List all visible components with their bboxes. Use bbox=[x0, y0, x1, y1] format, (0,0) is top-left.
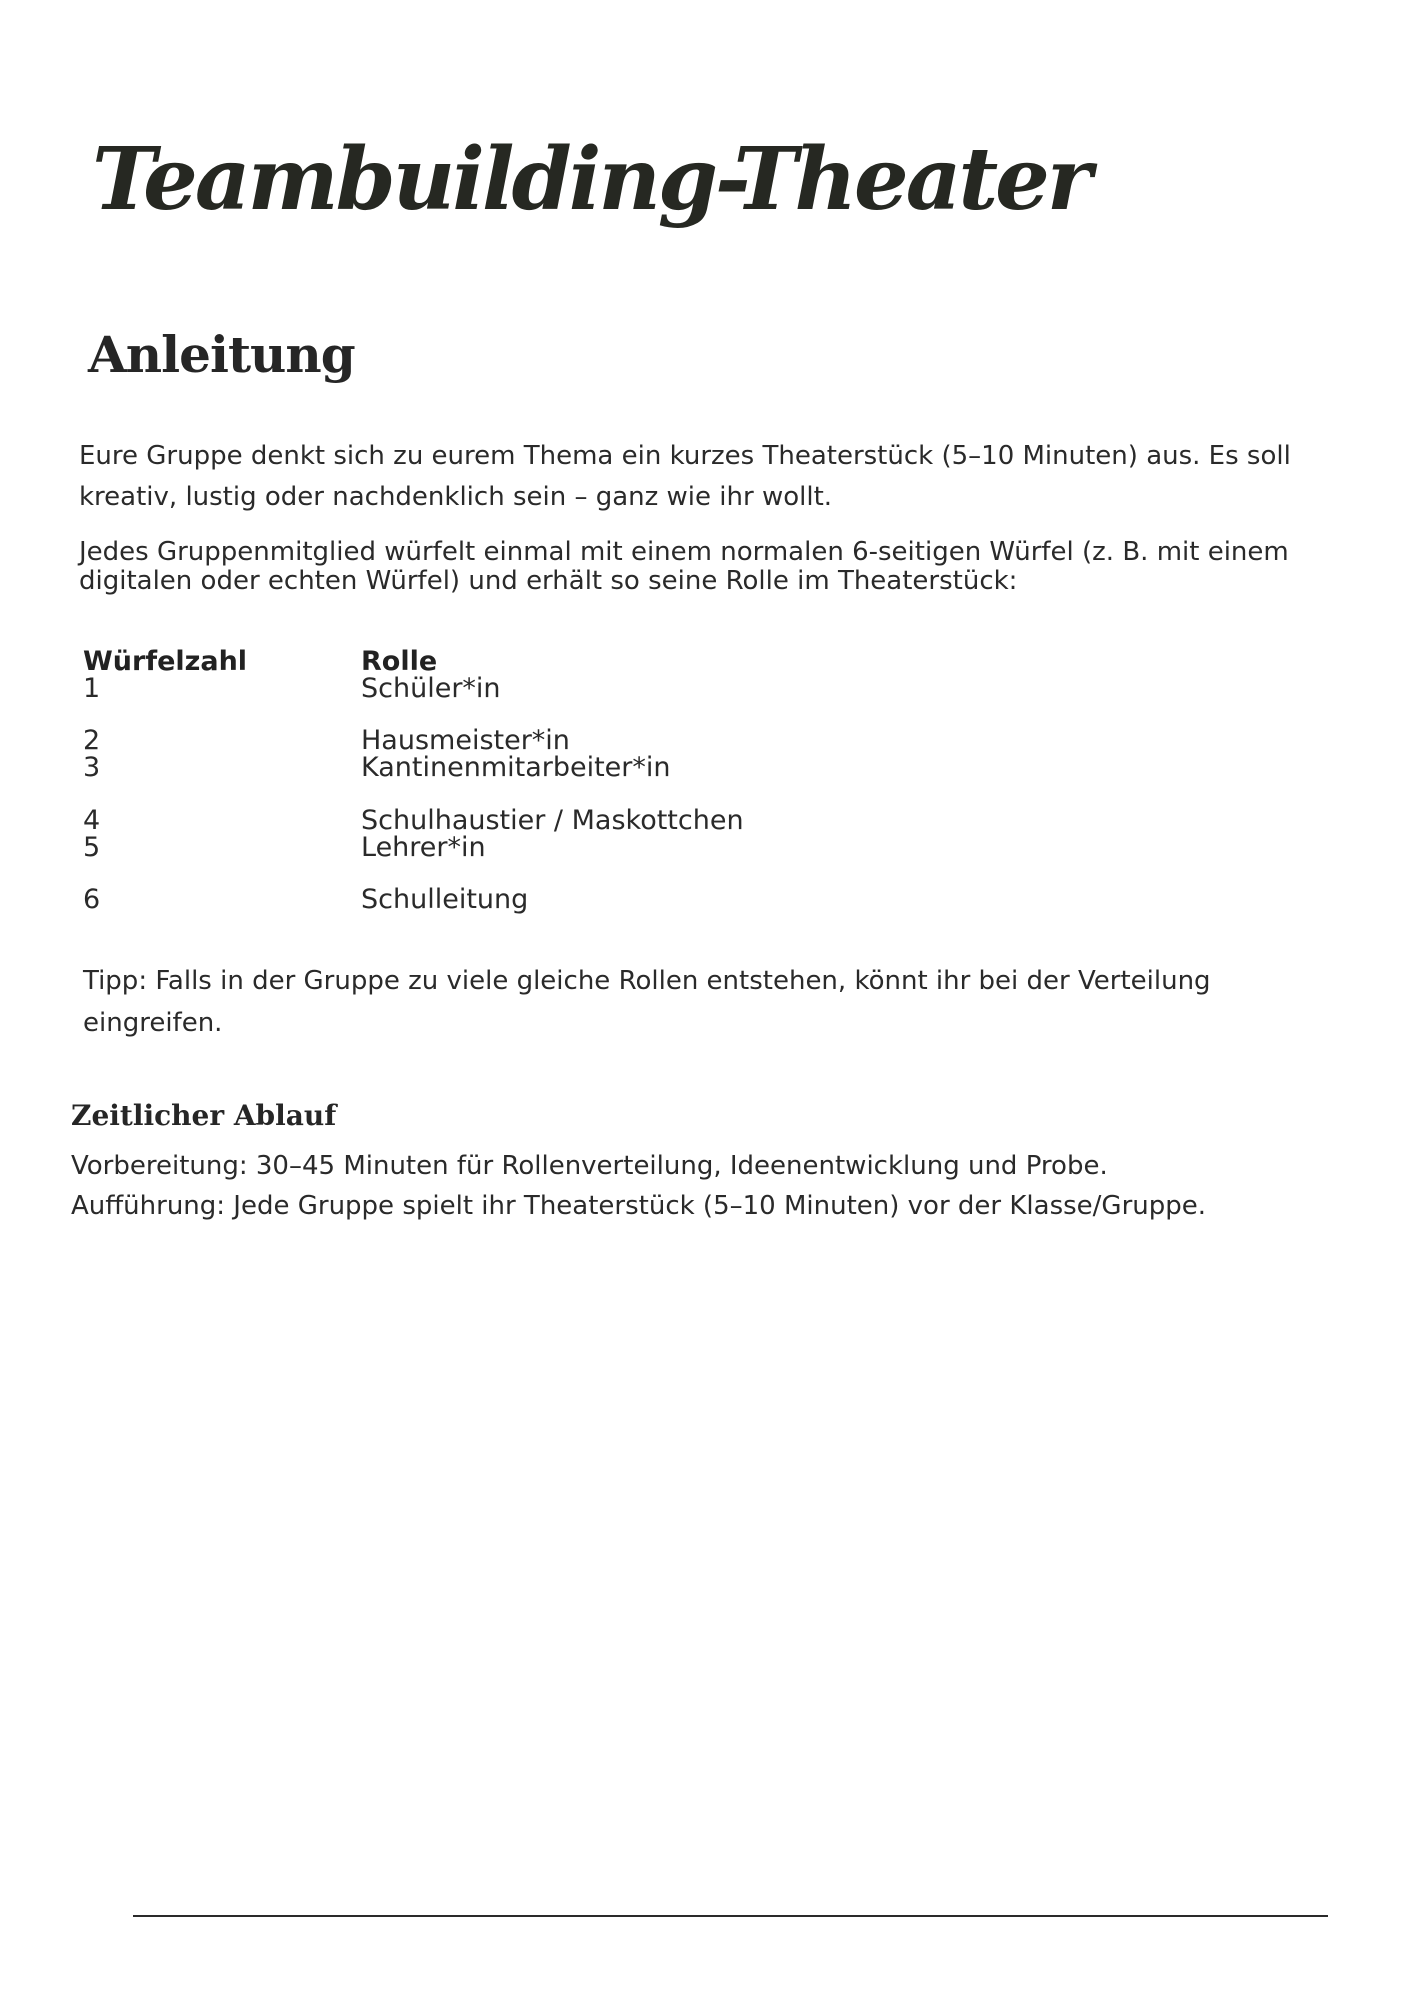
dice-number: 2 bbox=[83, 725, 101, 756]
role-name: Schulhaustier / Maskottchen bbox=[361, 805, 744, 836]
schedule-heading: Zeitlicher Ablauf bbox=[71, 1099, 337, 1132]
dice-number: 6 bbox=[83, 884, 101, 915]
header-role: Rolle bbox=[361, 646, 438, 677]
dice-number: 3 bbox=[83, 752, 101, 783]
intro-paragraph: Eure Gruppe denkt sich zu eurem Thema ein kurzes Theaterstück (5–10 Minuten) aus. Es soll kreativ, lustig oder nachdenklich sein – ganz wie ihr wollt. bbox=[79, 441, 1291, 512]
role-name: Lehrer*in bbox=[361, 832, 486, 863]
schedule-lines bbox=[71, 1146, 1206, 1226]
role-name: Kantinenmitarbeiter*in bbox=[361, 752, 671, 783]
role-name: Hausmeister*in bbox=[361, 725, 570, 756]
dice-instruction-paragraph: Jedes Gruppenmitglied würfelt einmal mit einem normalen 6-seitigen Würfel (z. B. mit einem digitalen oder echten Würfel) und erhält so seine Rolle im Theaterstück: bbox=[79, 537, 1289, 596]
section-heading-anleitung: Anleitung bbox=[88, 325, 355, 384]
role-name: Schulleitung bbox=[361, 884, 529, 915]
dice-number: 1 bbox=[83, 673, 101, 704]
dice-number: 5 bbox=[83, 832, 101, 863]
schedule-preparation: Vorbereitung: 30–45 Minuten für Rollenverteilung, Ideenentwicklung und Probe. bbox=[71, 1151, 1108, 1181]
footer-divider bbox=[133, 1915, 1328, 1917]
schedule-performance: Aufführung: Jede Gruppe spielt ihr Theaterstück (5–10 Minuten) vor der Klasse/Gruppe. bbox=[71, 1191, 1206, 1221]
role-name: Schüler*in bbox=[361, 673, 501, 704]
header-number: Würfelzahl bbox=[83, 646, 248, 677]
dice-number: 4 bbox=[83, 805, 101, 836]
page-title: Teambuilding-Theater bbox=[92, 129, 1090, 230]
tip-text: Tipp: Falls in der Gruppe zu viele gleiche Rollen entstehen, könnt ihr bei der Verteilung eingreifen. bbox=[83, 966, 1211, 1038]
